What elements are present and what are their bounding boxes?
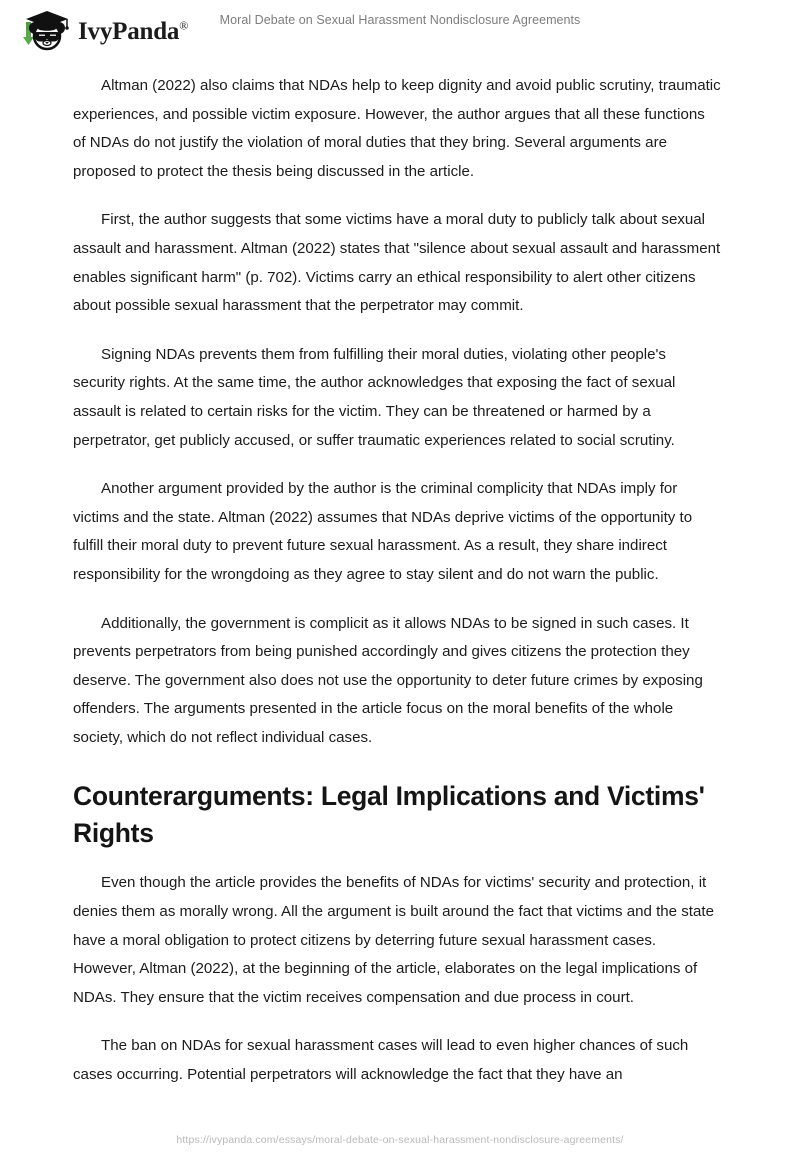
body-paragraph: Even though the article provides the benefits of NDAs for victims' security and protection, it denies them as morally wrong. All the argument is built around the fact that victims and the state have a moral obligation to protect citizens by deterring future sexual harassment cases. However, Altman (2022), at the beginning of the article, elaborates on the legal implications of NDAs. They ensure that the victim receives compensation and due process in court.: [73, 874, 714, 1006]
body-paragraph: Altman (2022) also claims that NDAs help to keep dignity and avoid public scrutiny, traumatic experiences, and possible victim exposure. However, the author argues that all these functions of NDAs do not justify the violation of moral duties that they bring. Several arguments are proposed to protect the thesis being discussed in the article.: [73, 77, 721, 180]
body-paragraph: Another argument provided by the author is the criminal complicity that NDAs imply for victims and the state. Altman (2022) assumes that NDAs deprive victims of the opportunity to fulfill their moral duty to prevent future sexual harassment. As a result, they share indirect responsibility for the wrongdoing as they agree to stay silent and do not warn the public.: [73, 480, 693, 583]
registered-trademark-symbol: ®: [179, 18, 189, 33]
page-header: [0, 0, 800, 62]
body-paragraph: First, the author suggests that some victims have a moral duty to publicly talk about sexual assault and harassment. Altman (2022) states that "silence about sexual assault and harassment enables significant harm" (p. 702). Victims carry an ethical responsibility to alert other citizens about possible sexual harassment that the perpetrator may commit.: [73, 211, 721, 315]
brand-name: IvyPanda: [78, 17, 180, 45]
body-paragraph: Additionally, the government is complicit as it allows NDAs to be signed in such cases. It prevents perpetrators from being punished accordingly and gives citizens the protection they deserve. The government also does not use the opportunity to deter future crimes by exposing offenders. The arguments presented in the article focus on the moral benefits of the whole society, which do not reflect individual cases.: [73, 614, 703, 746]
body-paragraph: Signing NDAs prevents them from fulfilling their moral duties, violating other people's security rights. At the same time, the author acknowledges that exposing the fact of sexual assault is related to certain risks for the victim. They can be threatened or harmed by a perpetrator, get publicly accused, or suffer traumatic experiences related to social scrutiny.: [73, 345, 676, 449]
page-footer: [0, 1114, 800, 1160]
document-title-header: Moral Debate on Sexual Harassment Nondisclosure Agreements: [219, 13, 581, 27]
body-paragraph: The ban on NDAs for sexual harassment cases will lead to even higher chances of such cases occurring. Potential perpetrators will acknowledge the fact that they have an: [73, 1037, 689, 1084]
document-body: [73, 72, 721, 1090]
source-url-link[interactable]: https://ivypanda.com/essays/moral-debate-on-sexual-harassment-nondisclosure-agreements/: [176, 1134, 624, 1146]
section-heading: Counterarguments: Legal Implications and Victims' Rights: [73, 781, 705, 849]
